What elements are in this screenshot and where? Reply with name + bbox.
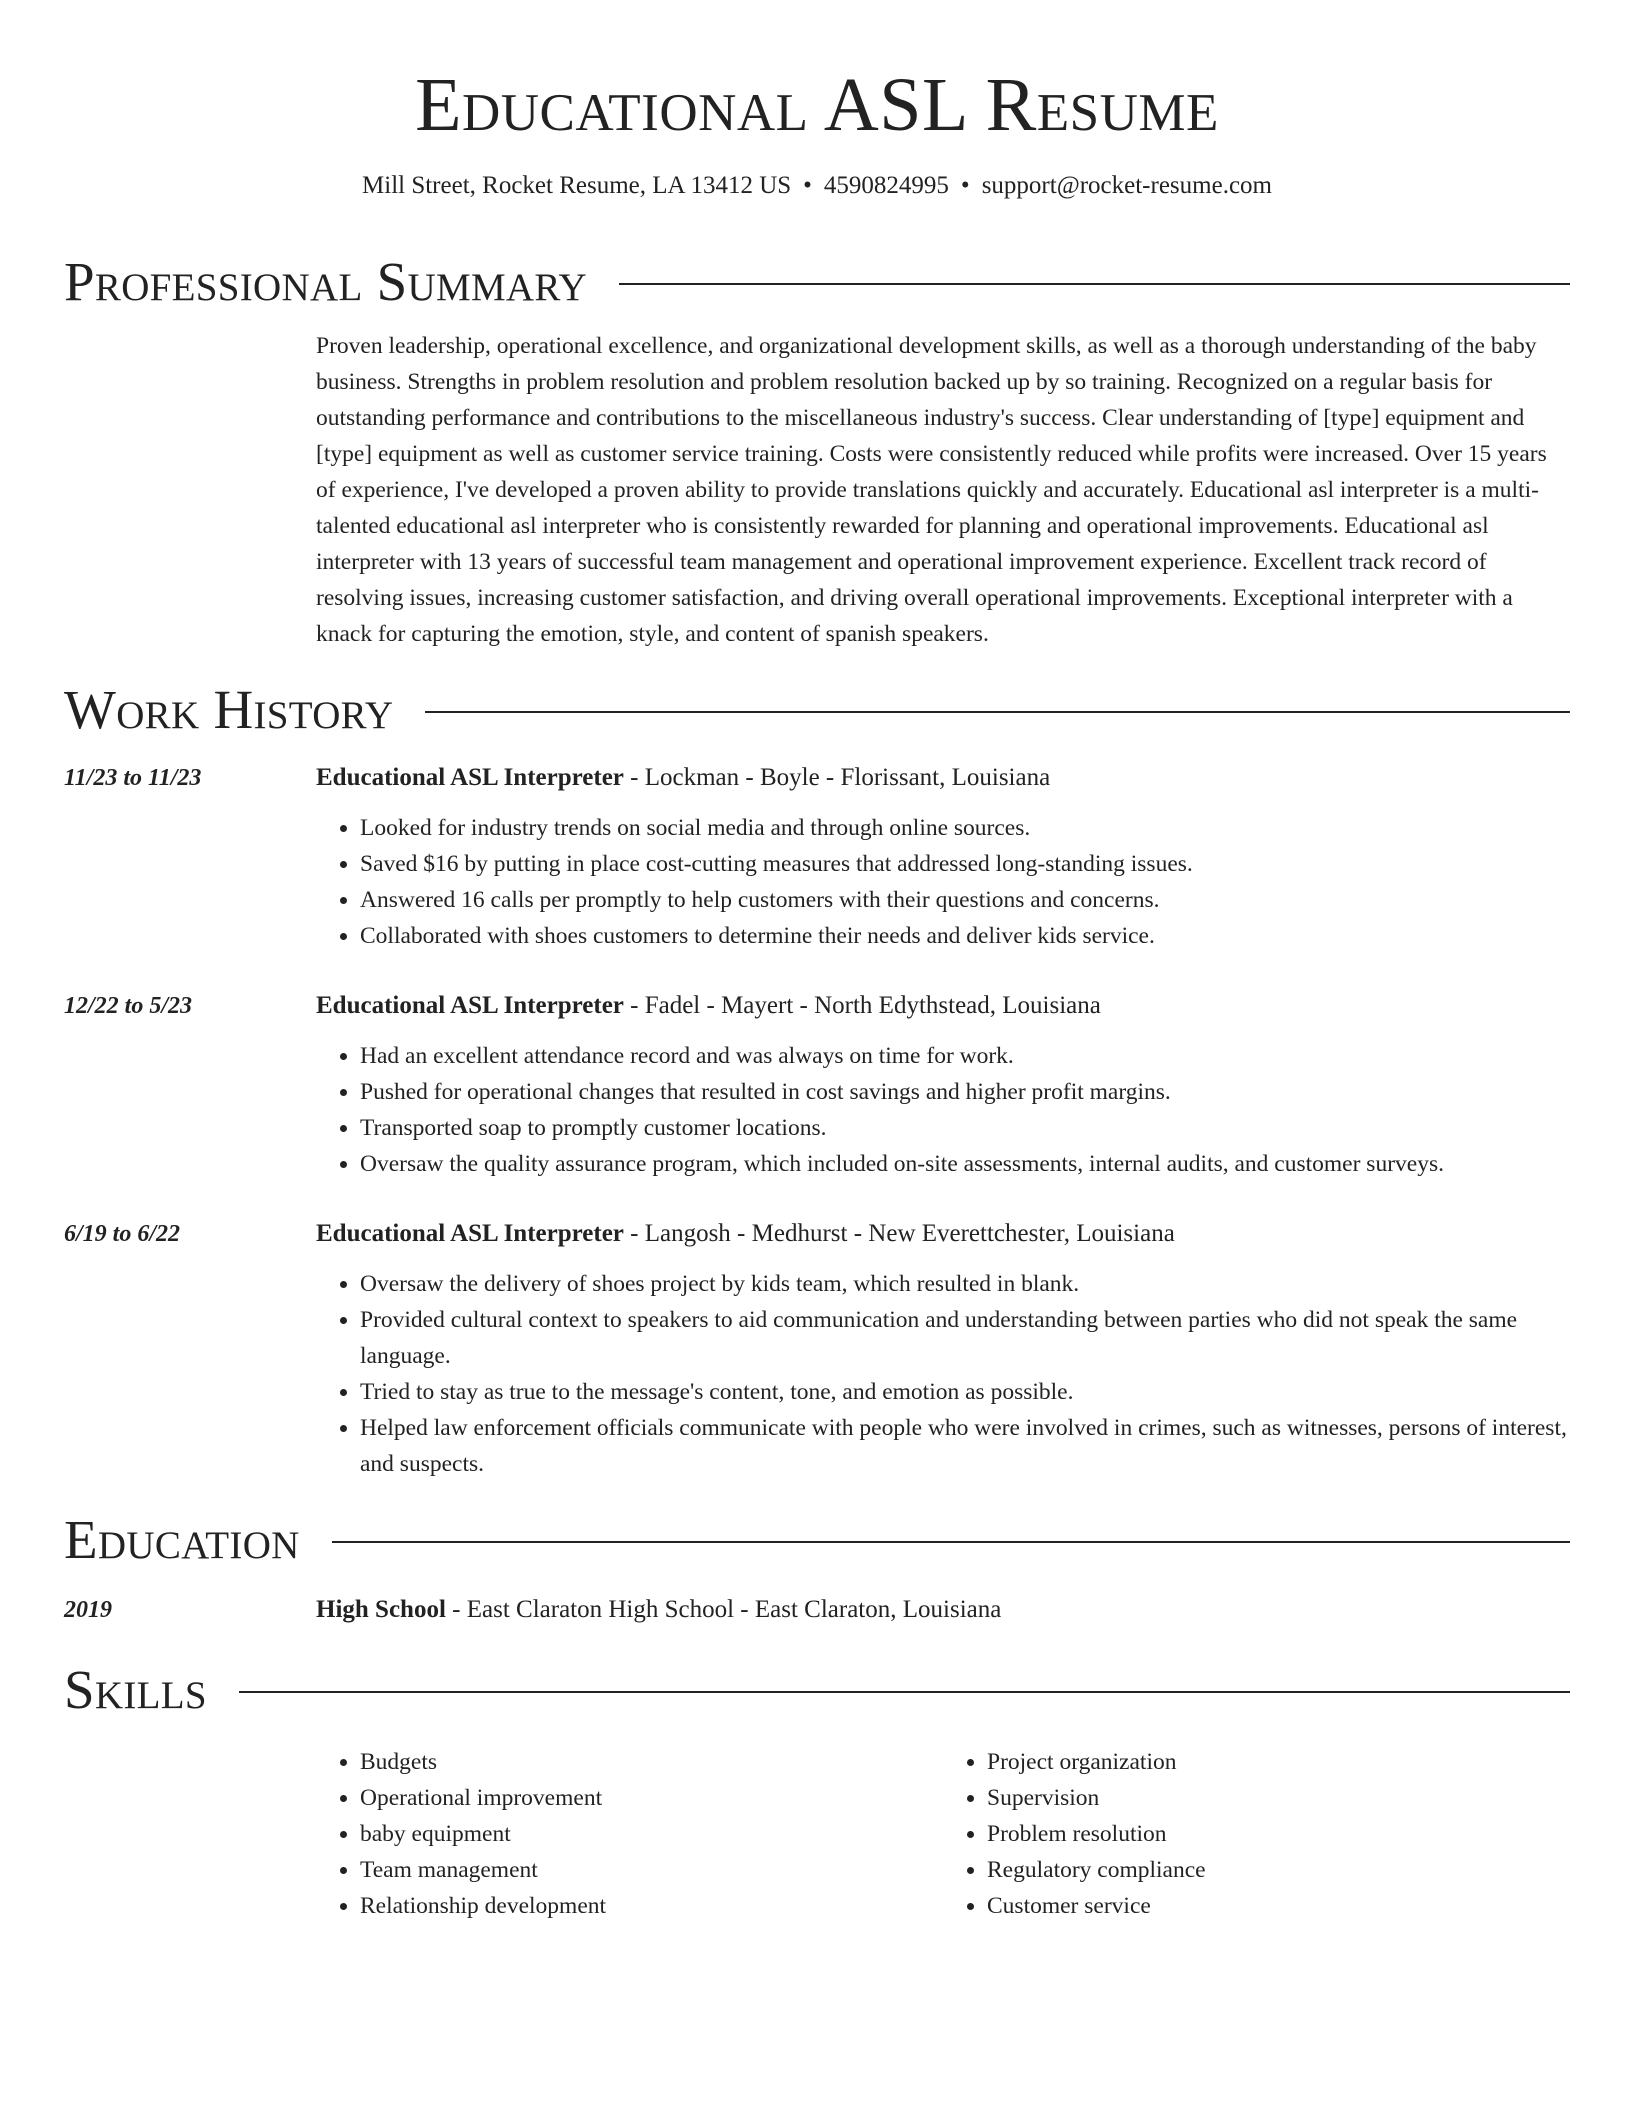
contact-line [64, 170, 1570, 202]
summary-text: Proven leadership, operational excellence, and organizational development skills, as well as a thorough understanding of the baby business. Strengths in problem resolution and problem resolution backed up by so training. Recognized on a regular basis for outstanding performance and contributions to the miscellaneous industry's success. Clear understanding of [type] equipment and [type] equipment as well as customer service training. Costs were consistently reduced while profits were increased. Over 15 years of experience, I've developed a proven ability to provide translations quickly and accurately. Educational asl interpreter is a multi-talented educational asl interpreter who is consistently rewarded for planning and operational improvements. Educational asl interpreter with 13 years of successful team management and operational improvement experience. Excellent track record of resolving issues, increasing customer satisfaction, and driving overall operational improvements. Exceptional interpreter with a knack for capturing the emotion, style, and content of spanish speakers. [316, 333, 1547, 647]
education-line [316, 1592, 1570, 1628]
skill-item: • Customer service [987, 1888, 1570, 1924]
job-title-line [316, 988, 1570, 1024]
section-title-work-history: Work History [64, 679, 394, 740]
skill-item: • baby equipment [360, 1816, 943, 1852]
contact-separator: • [960, 172, 970, 199]
list-item: • Collaborated with shoes customers to determine their needs and deliver kids service. [360, 918, 1570, 954]
job-entry [64, 1216, 1570, 1482]
skills-grid [316, 1744, 1570, 1924]
skill-item: • Regulatory compliance [987, 1852, 1570, 1888]
list-item: • Transported soap to promptly customer locations. [360, 1110, 1570, 1146]
list-item: • Pushed for operational changes that resulted in cost savings and higher profit margins. [360, 1074, 1570, 1110]
section-header-education [64, 1508, 1570, 1572]
skill-item: • Problem resolution [987, 1816, 1570, 1852]
list-item: • Provided cultural context to speakers to aid communication and understanding between parties who did not speak the same language. [360, 1302, 1570, 1374]
education-degree: High School [316, 1596, 446, 1623]
list-item: • Helped law enforcement officials communicate with people who were involved in crimes, such as witnesses, persons of interest, and suspects. [360, 1410, 1570, 1482]
skills-row [64, 1744, 1570, 1924]
skill-item: • Budgets [360, 1744, 943, 1780]
job-dates: 12/22 to 5/23 [64, 993, 193, 1019]
section-divider [425, 711, 1570, 713]
list-item: • Oversaw the quality assurance program, which included on-site assessments, internal audits, and customer surveys. [360, 1146, 1570, 1182]
skill-item: • Team management [360, 1852, 943, 1888]
skills-list-right [943, 1744, 1570, 1924]
job-entry [64, 760, 1570, 954]
section-header-work-history [64, 678, 1570, 742]
job-title-line [316, 760, 1570, 796]
job-bullet-list [316, 1266, 1570, 1482]
education-details: - East Claraton High School - East Claraton, Louisiana [445, 1596, 1002, 1623]
education-year: 2019 [64, 1597, 112, 1623]
section-divider [332, 1541, 1570, 1543]
section-title-summary: Professional Summary [64, 251, 588, 312]
list-item: • Had an excellent attendance record and was always on time for work. [360, 1038, 1570, 1074]
job-bullet-list [316, 810, 1570, 954]
job-bullet-list [316, 1038, 1570, 1182]
list-item: • Tried to stay as true to the message's content, tone, and emotion as possible. [360, 1374, 1570, 1410]
section-title-education: Education [64, 1509, 300, 1570]
job-details: - Lockman - Boyle - Florissant, Louisiana [623, 764, 1051, 791]
job-role: Educational ASL Interpreter [316, 992, 624, 1019]
skills-list-left [316, 1744, 943, 1924]
job-dates: 6/19 to 6/22 [64, 1221, 181, 1247]
job-details: - Fadel - Mayert - North Edythstead, Louisiana [623, 992, 1101, 1019]
section-title-skills: Skills [64, 1659, 207, 1720]
contact-separator: • [803, 172, 812, 199]
section-header-summary [64, 250, 1570, 314]
list-item: • Saved $16 by putting in place cost-cutting measures that addressed long-standing issues. [360, 846, 1570, 882]
job-entry [64, 988, 1570, 1182]
skill-item: • Relationship development [360, 1888, 943, 1924]
education-entry [64, 1592, 1570, 1628]
job-role: Educational ASL Interpreter [316, 764, 624, 791]
contact-address: Mill Street, Rocket Resume, LA 13412 US [362, 172, 792, 199]
job-role: Educational ASL Interpreter [316, 1220, 624, 1247]
list-item: • Answered 16 calls per promptly to help customers with their questions and concerns. [360, 882, 1570, 918]
list-item: • Oversaw the delivery of shoes project by kids team, which resulted in blank. [360, 1266, 1570, 1302]
job-dates: 11/23 to 11/23 [64, 765, 202, 791]
job-details: - Langosh - Medhurst - New Everettchester, Louisiana [623, 1220, 1175, 1247]
job-title-line [316, 1216, 1570, 1252]
contact-email: support@rocket-resume.com [981, 172, 1272, 199]
skill-item: • Project organization [987, 1744, 1570, 1780]
summary-row [64, 328, 1570, 652]
skill-item: • Operational improvement [360, 1780, 943, 1816]
section-divider [619, 283, 1570, 285]
contact-phone: 4590824995 [823, 172, 949, 199]
list-item: • Looked for industry trends on social media and through online sources. [360, 810, 1570, 846]
section-header-skills [64, 1658, 1570, 1722]
skill-item: • Supervision [987, 1780, 1570, 1816]
resume-title: Educational ASL Resume [415, 63, 1219, 147]
section-divider [239, 1691, 1570, 1693]
